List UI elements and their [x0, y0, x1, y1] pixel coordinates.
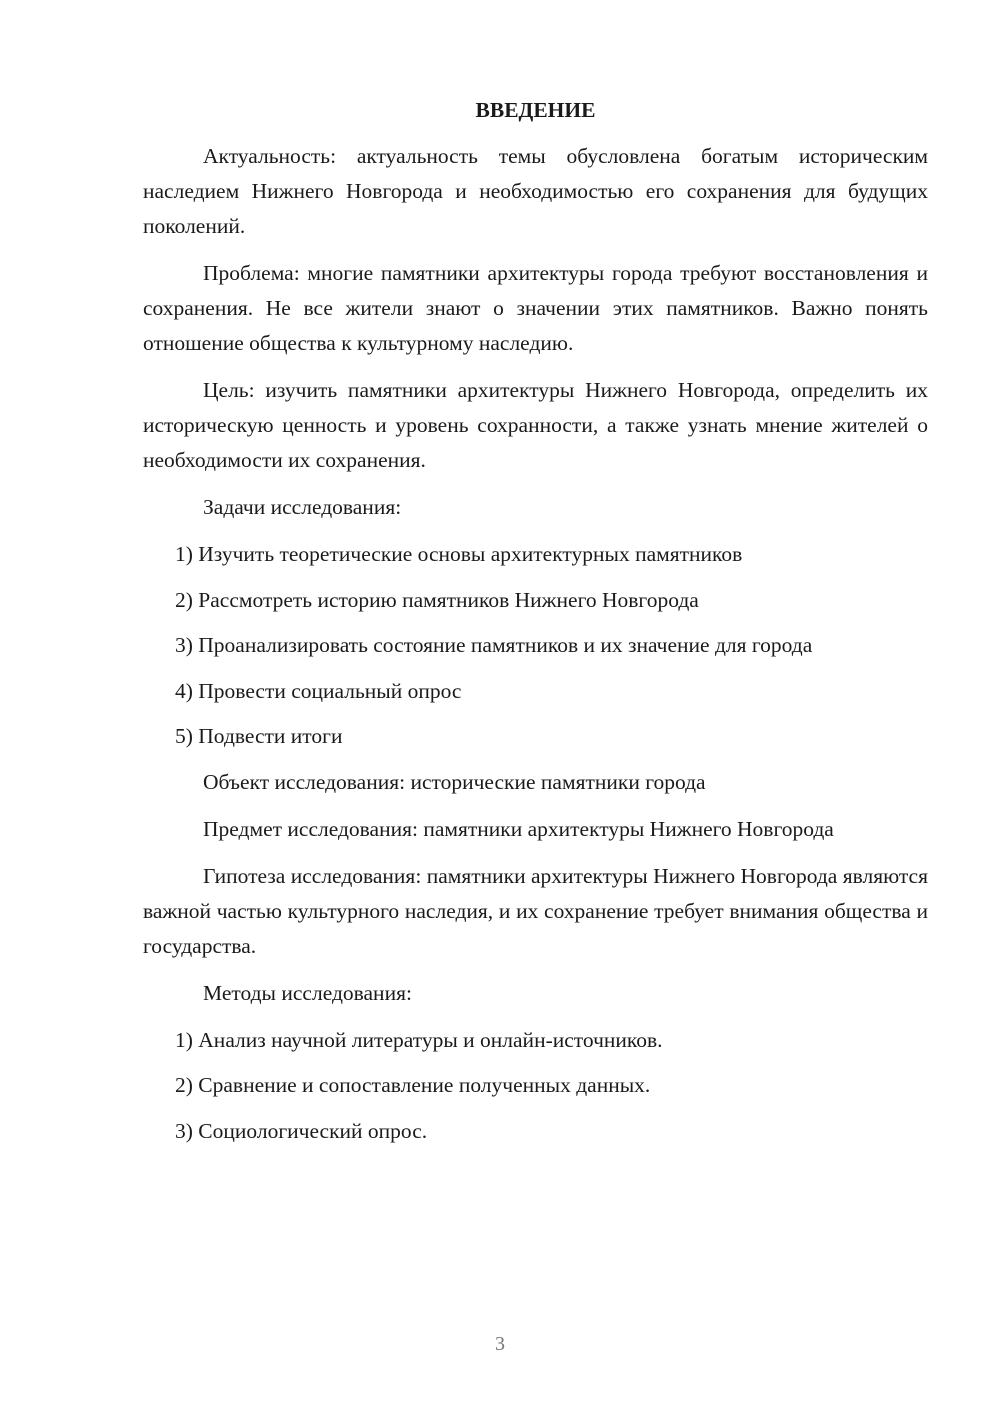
paragraph-object: Объект исследования: исторические памятники города [203, 769, 706, 794]
list-item: 5) Подвести итоги [175, 724, 343, 748]
list-item: 1) Изучить теоретические основы архитектурных памятников [175, 542, 743, 566]
tasks-list [143, 537, 928, 754]
list-item: 3) Социологический опрос. [175, 1118, 428, 1143]
page-number: 3 [495, 1333, 505, 1355]
tasks-heading: Задачи исследования: [203, 495, 402, 519]
list-item: 2) Сравнение и сопоставление полученных данных. [175, 1073, 651, 1097]
paragraph-problem: Проблема: многие памятники архитектуры города требуют восстановления и сохранения. Не все жители знают о значении этих памятников. Важно понять отношение общества к культурному наследию. [143, 261, 928, 355]
methods-heading: Методы исследования: [203, 980, 412, 1005]
list-item: 3) Проанализировать состояние памятников и их значение для города [175, 633, 813, 657]
document-page [143, 95, 928, 1159]
methods-list [143, 1023, 928, 1149]
paragraph-subject: Предмет исследования: памятники архитектуры Нижнего Новгорода [203, 816, 834, 841]
paragraph-hypothesis: Гипотеза исследования: памятники архитектуры Нижнего Новгорода являются важной частью культурного наследия, и их сохранение требует внимания общества и государства. [143, 863, 928, 958]
list-item: 1) Анализ научной литературы и онлайн-источников. [175, 1027, 663, 1052]
list-item: 2) Рассмотреть историю памятников Нижнего Новгорода [175, 587, 699, 612]
list-item: 4) Провести социальный опрос [175, 678, 462, 703]
section-title: ВВЕДЕНИЕ [475, 98, 596, 122]
paragraph-goal: Цель: изучить памятники архитектуры Нижнего Новгорода, определить их историческую ценность и уровень сохранности, а также узнать мнение жителей о необходимости их сохранения. [143, 378, 928, 472]
paragraph-relevance: Актуальность: актуальность темы обусловлена богатым историческим наследием Нижнего Новгорода и необходимостью его сохранения для будущих поколений. [143, 144, 928, 238]
